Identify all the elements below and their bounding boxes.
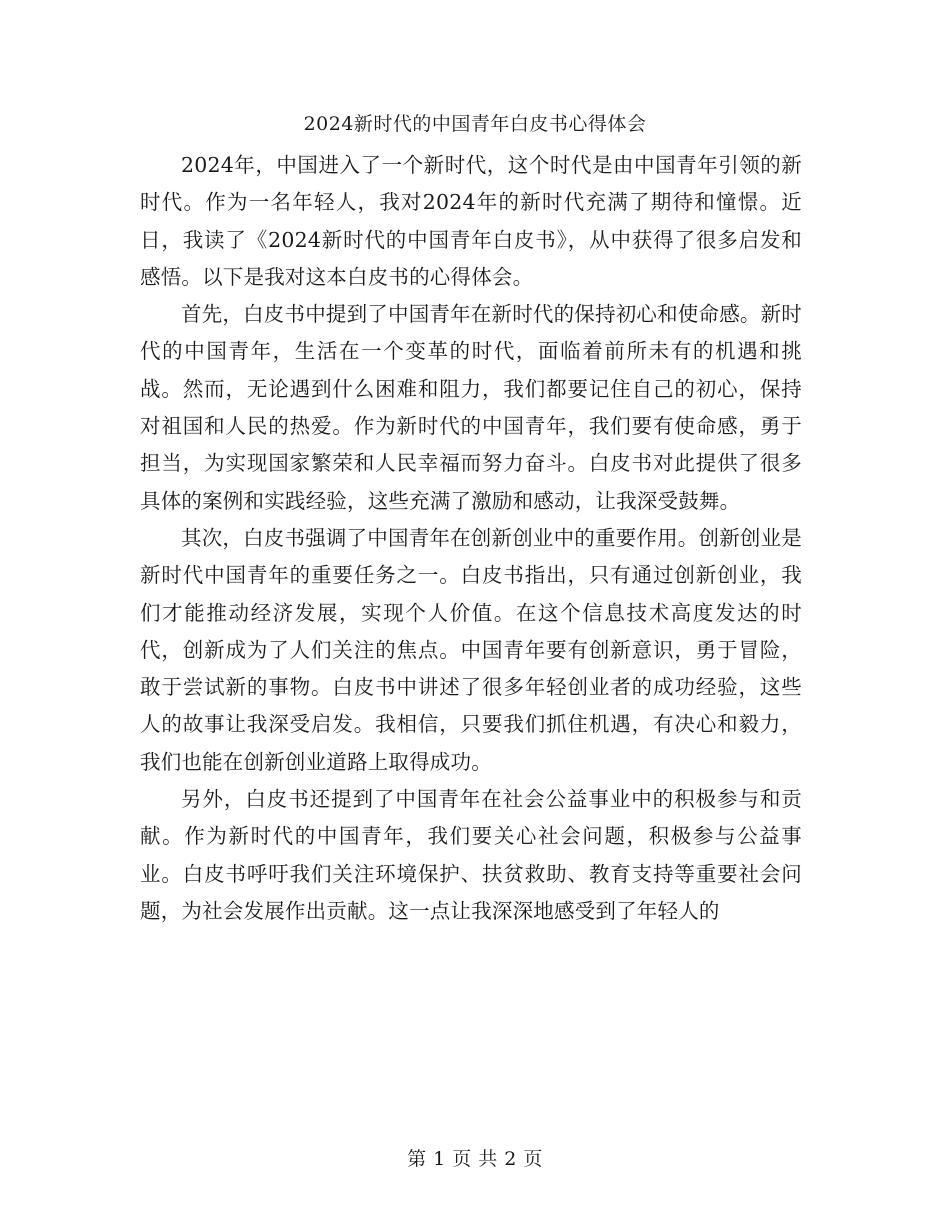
paragraph-third: 另外，白皮书还提到了中国青年在社会公益事业中的积极参与和贡献。作为新时代的中国青年，我们要关心社会问题，积极参与公益事业。白皮书呼吁我们关注环境保护、扶贫救助、教育支持等重要社会问题，为社会发展作出贡献。这一点让我深深地感受到了年轻人的: [140, 787, 802, 923]
paragraph-first: 首先，白皮书中提到了中国青年在新时代的保持初心和使命感。新时代的中国青年，生活在一个变革的时代，面临着前所未有的机遇和挑战。然而，无论遇到什么困难和阻力，我们都要记住自己的初心，保持对祖国和人民的热爱。作为新时代的中国青年，我们要有使命感，勇于担当，为实现国家繁荣和人民幸福而努力奋斗。白皮书对此提供了很多具体的案例和实践经验，这些充满了激励和感动，让我深受鼓舞。: [140, 302, 802, 513]
paragraph-second: 其次，白皮书强调了中国青年在创新创业中的重要作用。创新创业是新时代中国青年的重要任务之一。白皮书指出，只有通过创新创业，我们才能推动经济发展，实现个人价值。在这个信息技术高度发达的时代，创新成为了人们关注的焦点。中国青年要有创新意识，勇于冒险，敢于尝试新的事物。白皮书中讲述了很多年轻创业者的成功经验，这些人的故事让我深受启发。我相信，只要我们抓住机遇，有决心和毅力，我们也能在创新创业道路上取得成功。: [140, 525, 802, 774]
document-title: 2024新时代的中国青年白皮书心得体会: [303, 113, 647, 135]
page-number-footer: 第 1 页 共 2 页: [407, 1148, 543, 1170]
paragraph-intro: 2024年，中国进入了一个新时代，这个时代是由中国青年引领的新时代。作为一名年轻人，我对2024年的新时代充满了期待和憧憬。近日，我读了《2024新时代的中国青年白皮书》，从中获得了很多启发和感悟。以下是我对这本白皮书的心得体会。: [140, 153, 802, 289]
document-body: [140, 147, 802, 930]
